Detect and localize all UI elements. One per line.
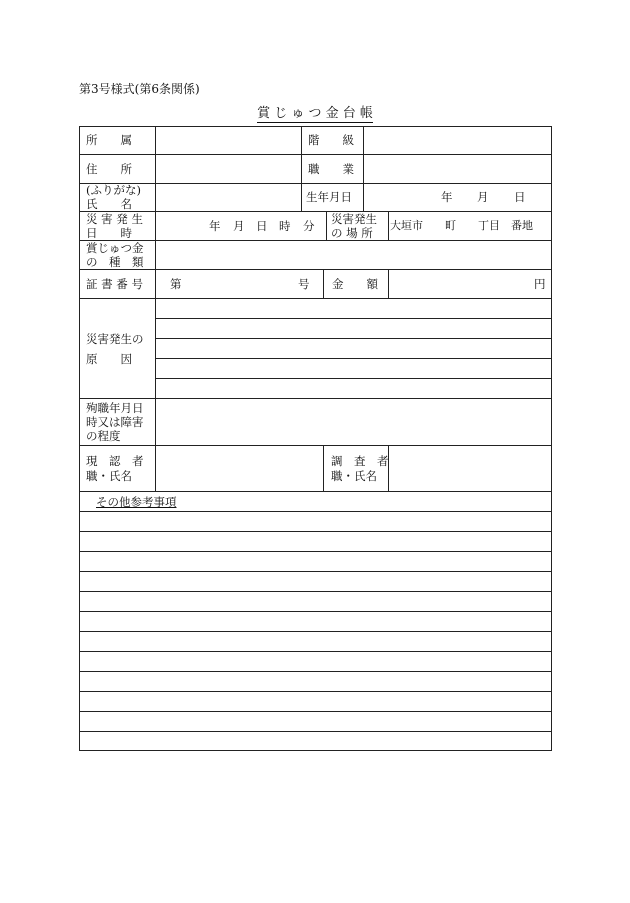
award-type-label-line1: 賞じゅつ金 [86, 241, 144, 255]
form-number-label: 第3号様式(第6条関係) [79, 82, 200, 96]
witness-label-line2: 職・氏名 [86, 469, 132, 483]
notes-line [79, 671, 552, 672]
name-label: 氏 名 [86, 197, 132, 211]
disaster-datetime-label-line2: 日 時 [86, 226, 132, 240]
column-divider [388, 445, 389, 491]
column-divider [323, 445, 324, 491]
affiliation-label: 所 属 [86, 133, 132, 147]
row-divider [79, 154, 552, 155]
cause-line [155, 318, 552, 319]
column-divider [326, 211, 327, 240]
notes-line [79, 571, 552, 572]
cause-label-line1: 災害発生の [86, 332, 144, 346]
disaster-place-label-line2: の 場 所 [331, 226, 373, 240]
death-label-line2: 時又は障害 [86, 415, 144, 429]
furigana-label: (ふりがな) [86, 183, 141, 197]
disaster-place-label-line1: 災害発生 [331, 212, 377, 226]
document-title [0, 102, 630, 121]
datetime-day-unit: 日 [256, 219, 268, 233]
notes-line [79, 511, 552, 512]
amount-label: 金 額 [332, 277, 378, 291]
notes-line [79, 551, 552, 552]
address-label: 住 所 [86, 162, 132, 176]
notes-line [79, 591, 552, 592]
document-title-text: 賞 じ ゅ つ 金 台 帳 [257, 106, 373, 121]
column-divider [323, 269, 324, 298]
datetime-month-unit: 月 [233, 219, 245, 233]
birth-year-unit: 年 [441, 190, 453, 204]
rank-label: 階 級 [308, 133, 354, 147]
witness-label-line1: 現 認 者 [86, 454, 144, 468]
row-divider [79, 269, 552, 270]
investigator-label-line1: 調 査 者 [331, 454, 389, 468]
column-divider [388, 211, 389, 240]
birthdate-label: 生年月日 [306, 190, 352, 204]
birth-day-unit: 日 [514, 190, 526, 204]
award-type-label-line2: の 種 類 [86, 255, 144, 269]
label-column-divider [155, 126, 156, 491]
certificate-prefix: 第 [170, 277, 182, 291]
row-divider [79, 445, 552, 446]
notes-line [79, 651, 552, 652]
death-label-line1: 殉職年月日 [86, 401, 144, 415]
column-divider [301, 126, 302, 211]
notes-line [79, 711, 552, 712]
datetime-minute-unit: 分 [303, 219, 315, 233]
occupation-label: 職 業 [308, 162, 354, 176]
cause-line [155, 338, 552, 339]
certificate-number-label: 証 書 番 号 [86, 277, 143, 291]
column-divider [363, 126, 364, 211]
death-label-line3: の程度 [86, 429, 121, 443]
row-divider [79, 298, 552, 299]
disaster-place-value: 大垣市 町 丁目 番地 [390, 219, 533, 232]
datetime-year-unit: 年 [209, 219, 221, 233]
notes-line [79, 531, 552, 532]
cause-line [155, 358, 552, 359]
notes-line [79, 611, 552, 612]
datetime-hour-unit: 時 [279, 219, 291, 233]
certificate-suffix: 号 [298, 277, 310, 291]
column-divider [388, 269, 389, 298]
row-divider [79, 398, 552, 399]
notes-line [79, 691, 552, 692]
cause-line [155, 378, 552, 379]
amount-unit: 円 [534, 277, 546, 291]
disaster-datetime-label-line1: 災 害 発 生 [86, 212, 143, 226]
row-divider [79, 491, 552, 492]
investigator-label-line2: 職・氏名 [331, 469, 377, 483]
cause-label-line2: 原 因 [86, 352, 132, 366]
notes-line [79, 731, 552, 732]
birth-month-unit: 月 [477, 190, 489, 204]
other-notes-label: その他参考事項 [96, 495, 177, 509]
notes-line [79, 631, 552, 632]
